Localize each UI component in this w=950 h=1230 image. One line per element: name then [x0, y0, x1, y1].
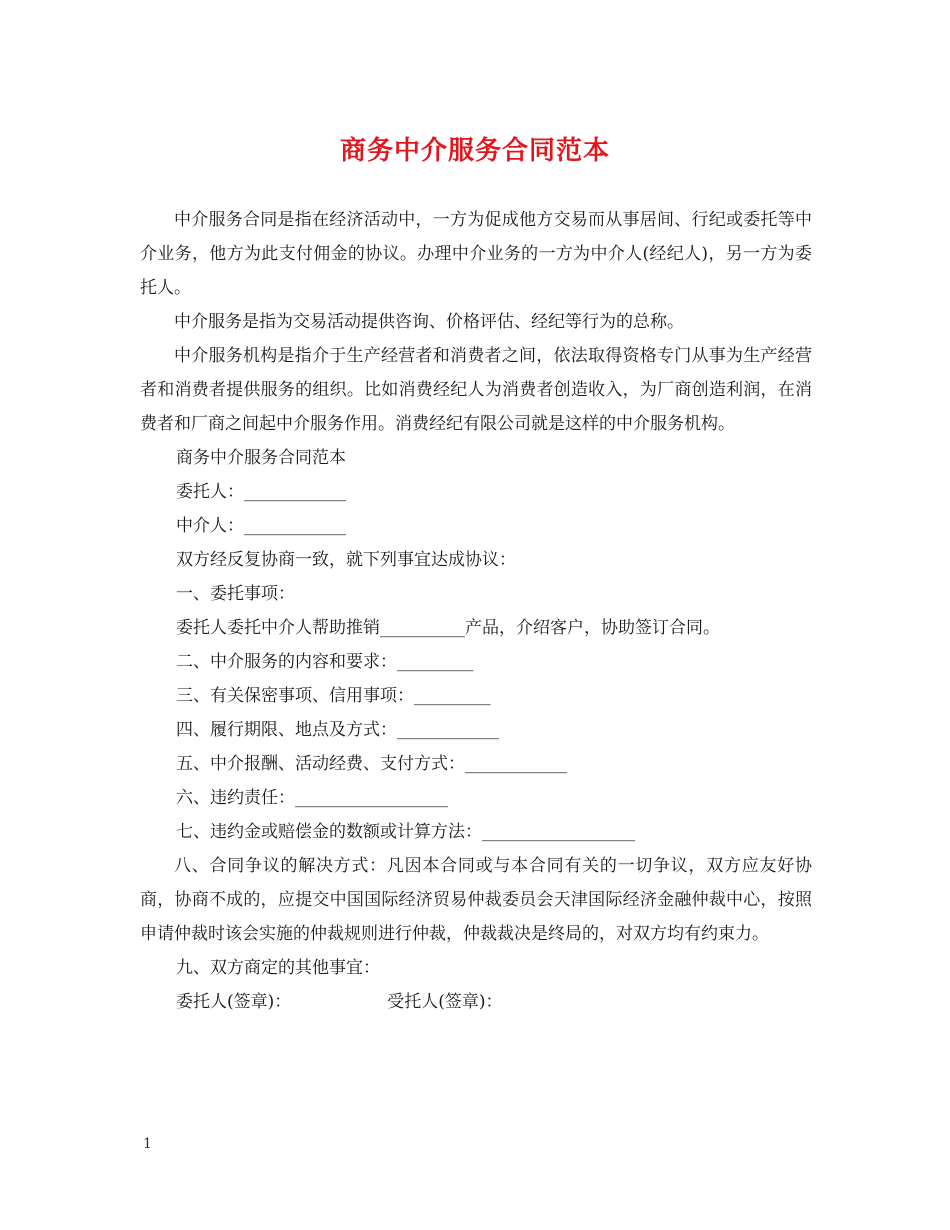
document-title: 商务中介服务合同范本 [339, 136, 610, 166]
clause-6: 六、违约责任：__________________ [176, 788, 448, 808]
agent-signature-label: 受托人(签章)： [387, 992, 503, 1012]
page-number: 1 [143, 1136, 152, 1152]
document-body [140, 203, 812, 1019]
client-field: 委托人：____________ [176, 482, 346, 502]
agreement-statement: 双方经反复协商一致，就下列事宜达成协议： [176, 550, 516, 570]
clause-9: 九、双方商定的其他事宜： [176, 958, 380, 978]
clause-3: 三、有关保密事项、信用事项：_________ [176, 686, 491, 706]
clause-1-heading: 一、委托事项： [176, 584, 295, 604]
clause-7: 七、违约金或赔偿金的数额或计算方法：__________________ [176, 822, 635, 842]
agent-field: 中介人：____________ [176, 516, 346, 536]
signature-row [140, 985, 812, 1019]
clause-4: 四、履行期限、地点及方式：____________ [176, 720, 499, 740]
clause-1-content: 委托人委托中介人帮助推销__________产品，介绍客户，协助签订合同。 [176, 618, 720, 638]
clause-8-dispute: 八、合同争议的解决方式：凡因本合同或与本合同有关的一切争议，双方应友好协商，协商不成的，应提交中国国际经济贸易仲裁委员会天津国际经济金融仲裁中心，按照申请仲裁时该会实施的仲裁规则进行仲裁，仲裁裁决是终局的，对双方均有约束力。 [140, 856, 812, 944]
intro-paragraph-3: 中介服务机构是指介于生产经营者和消费者之间，依法取得资格专门从事为生产经营者和消费者提供服务的组织。比如消费经纪人为消费者创造收入，为厂商创造利润，在消费者和厂商之间起中介服务作用。消费经纪有限公司就是这样的中介服务机构。 [140, 346, 812, 434]
intro-paragraph-2: 中介服务是指为交易活动提供咨询、价格评估、经纪等行为的总称。 [174, 312, 684, 332]
contract-subtitle: 商务中介服务合同范本 [176, 448, 346, 468]
intro-paragraph-1: 中介服务合同是指在经济活动中，一方为促成他方交易而从事居间、行纪或委托等中介业务，他方为此支付佣金的协议。办理中介业务的一方为中介人(经纪人)，另一方为委托人。 [140, 210, 812, 298]
clause-2: 二、中介服务的内容和要求：_________ [176, 652, 474, 672]
clause-5: 五、中介报酬、活动经费、支付方式：____________ [176, 754, 567, 774]
client-signature-label: 委托人(签章)： [176, 992, 292, 1012]
